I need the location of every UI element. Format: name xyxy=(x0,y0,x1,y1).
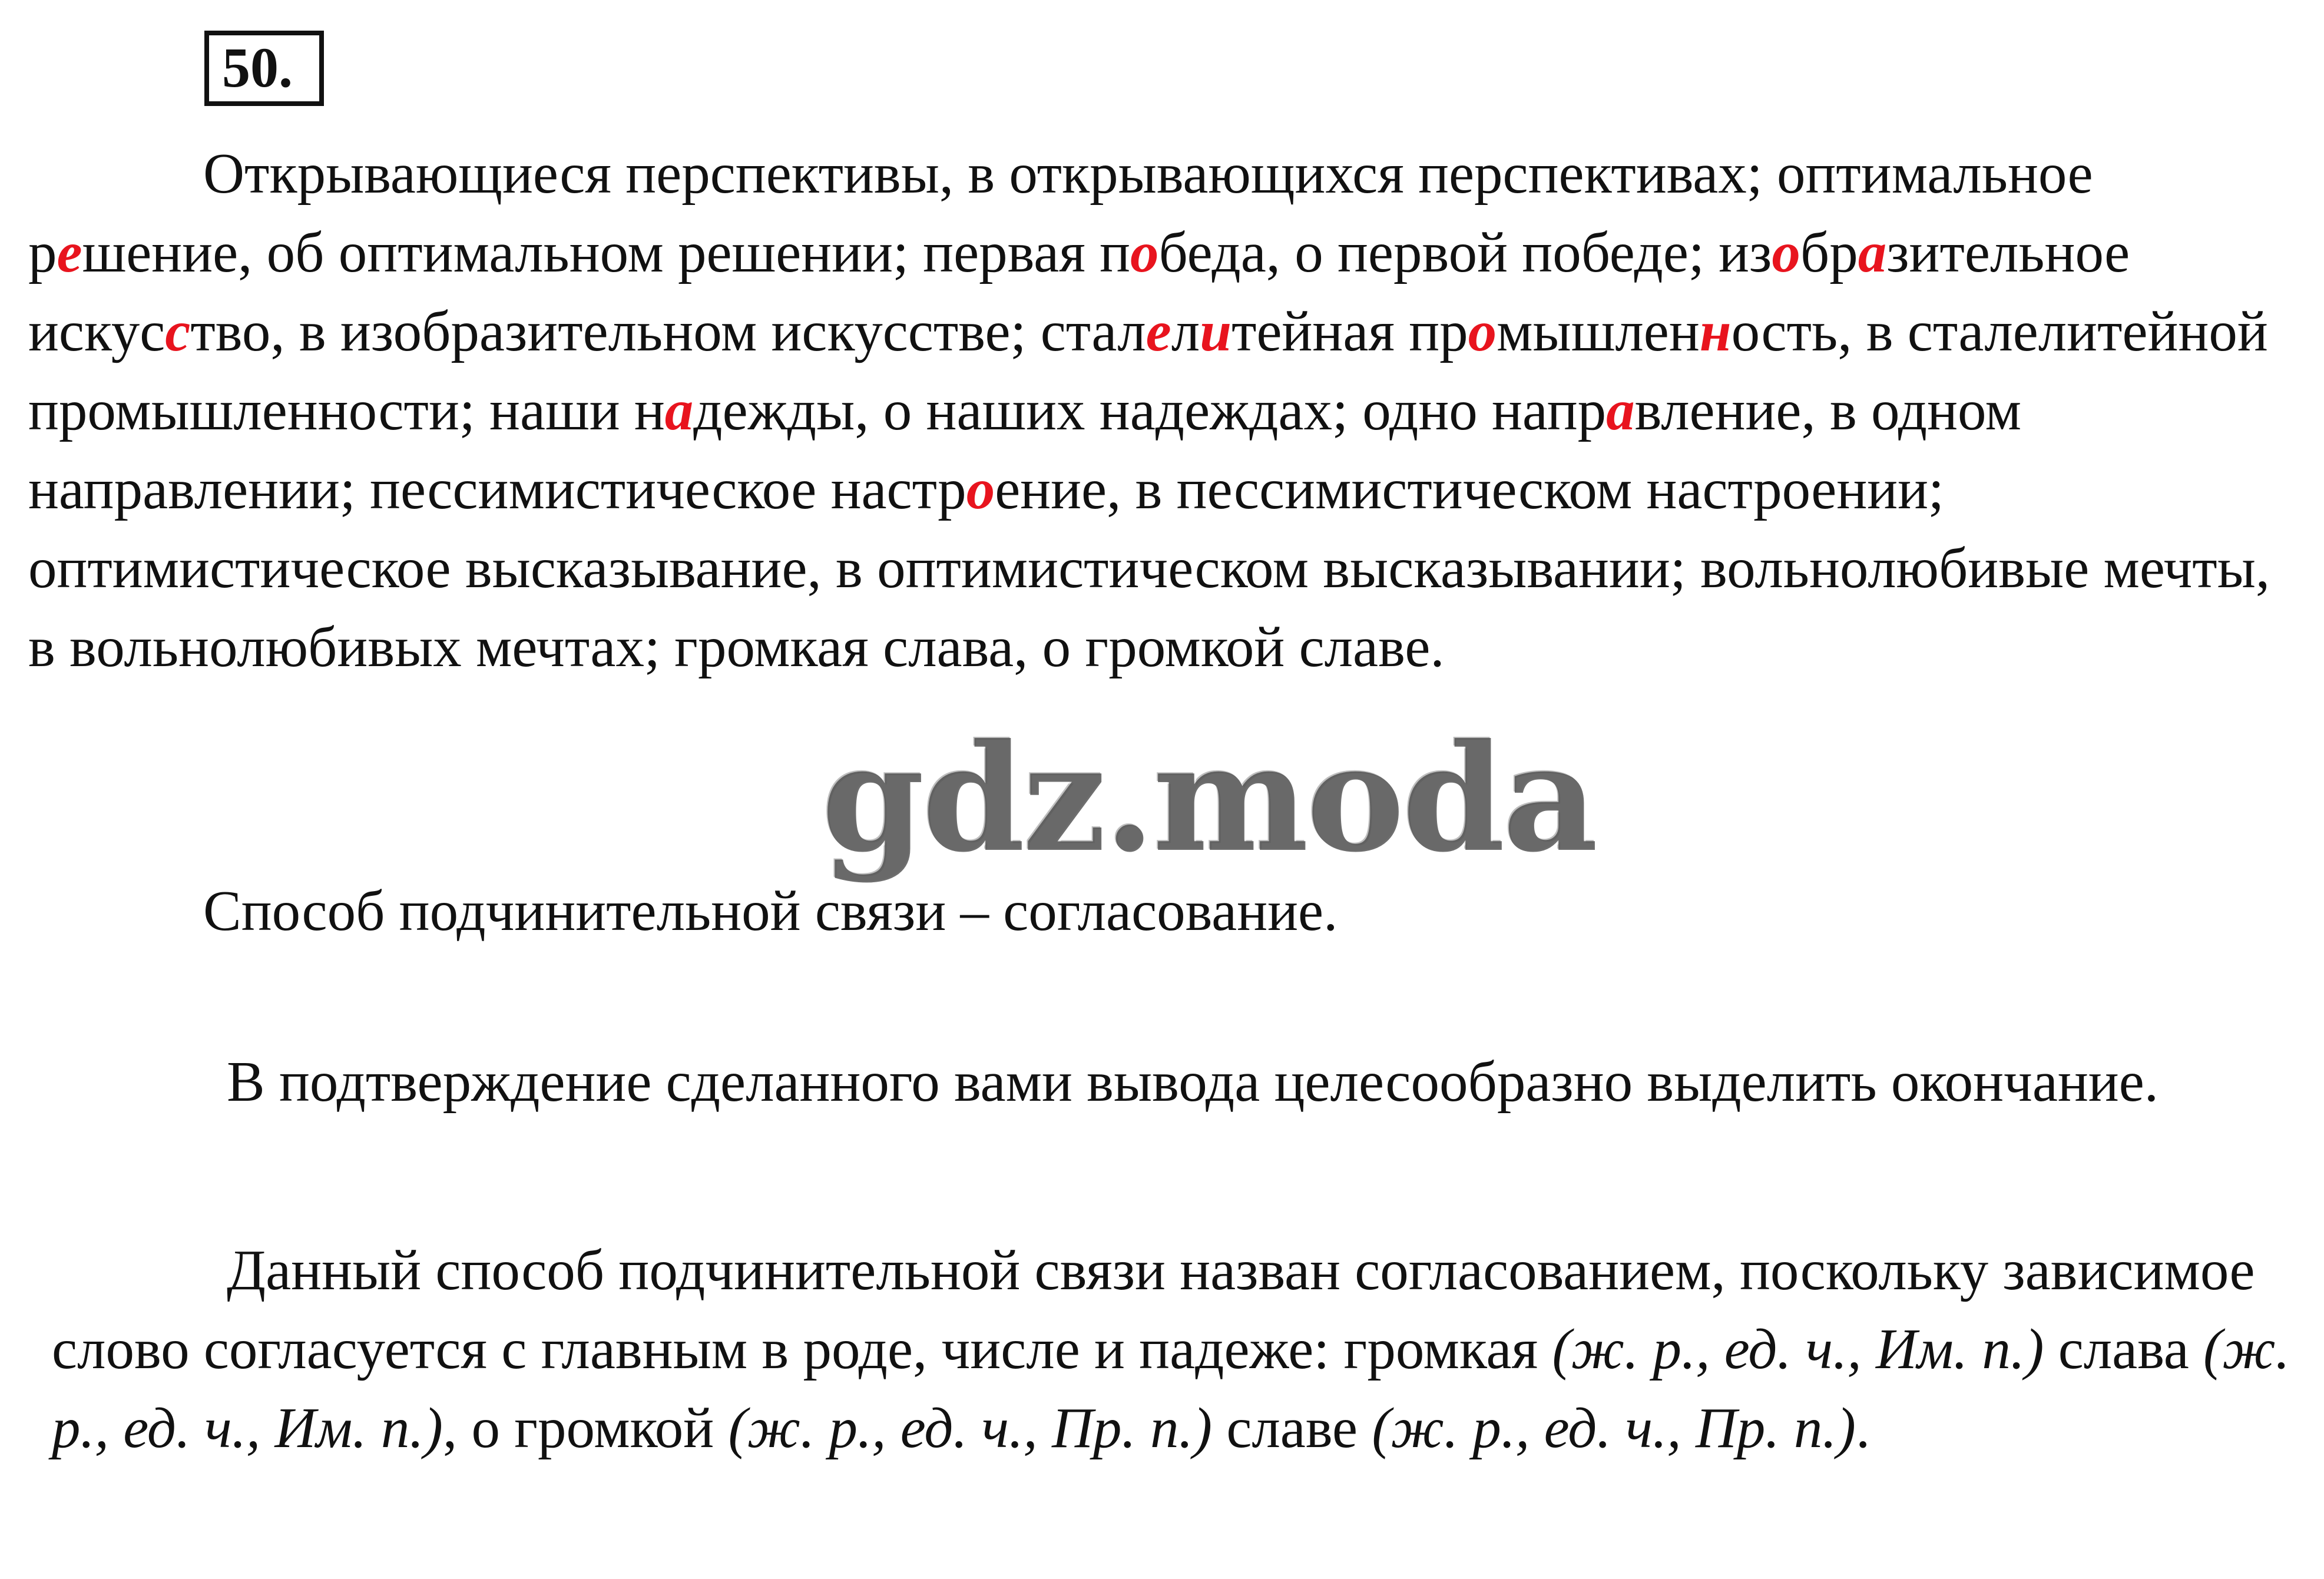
text-run: вление, в одном направлении; пессимистическое настр xyxy=(28,379,2022,521)
grammar-note: (ж. р., ед. ч., Им. п.) xyxy=(52,1318,2290,1459)
exercise-number: 50 xyxy=(222,36,279,99)
exercise-number-box xyxy=(204,31,324,106)
paragraph-phrases xyxy=(28,134,2302,687)
text-run: зительное искус xyxy=(28,221,2130,363)
paragraph-conclusion: В подтверждение сделанного вами вывода целесообразно выделить окончание. xyxy=(227,1050,2159,1113)
text-run: беда, о первой победе; из xyxy=(1158,221,1772,284)
text-run: Открывающиеся перспективы, в открывающихся перспективах; оптимальное р xyxy=(28,142,2093,284)
exercise-number-dot: . xyxy=(279,36,293,99)
text-run: шение, об оптимальном решении; первая п xyxy=(82,221,1131,284)
highlighted-letter: о xyxy=(966,458,995,521)
grammar-note: (ж. р., ед. ч., Пр. п.) xyxy=(728,1396,1213,1459)
text-run: слава xyxy=(2044,1318,2204,1381)
highlighted-letter: е xyxy=(1146,300,1171,363)
highlighted-letter: о xyxy=(1772,221,1800,284)
text-run: , о громкой xyxy=(443,1396,729,1459)
text-run: тво, в изобразительном искусстве; стал xyxy=(190,300,1146,363)
grammar-note: (ж. р., ед. ч., Пр. п.) xyxy=(1372,1396,1856,1459)
highlighted-letter: е xyxy=(57,221,82,284)
paragraph-connection-type: Способ подчинительной связи – согласование. xyxy=(203,879,1338,942)
grammar-note: (ж. р., ед. ч., Им. п.) xyxy=(1552,1318,2044,1381)
highlighted-letter: а xyxy=(1606,379,1635,442)
text-run: мышлен xyxy=(1497,300,1700,363)
text-run: Данный способ подчинительной связи назван согласованием, поскольку зависимое слово согласуется с главным в роде, числе и падеже: громкая xyxy=(52,1239,2255,1381)
highlighted-letter: и xyxy=(1200,300,1232,363)
watermark: gdz.moda xyxy=(822,711,1596,885)
text-run: . xyxy=(1855,1396,1871,1459)
text-run: ость, в сталелитейной промышленности; наши н xyxy=(28,300,2268,442)
text-run: славе xyxy=(1212,1396,1372,1459)
text-run: ение, в пессимистическом настроении; оптимистическое высказывание, в оптимистическом высказывании; вольнолюбивые мечты, в вольнолюбивых мечтах; громкая слава, о громкой славе. xyxy=(28,458,2270,678)
highlighted-letter: с xyxy=(165,300,191,363)
text-run: бр xyxy=(1800,221,1858,284)
highlighted-letter: а xyxy=(1858,221,1887,284)
highlighted-letter: а xyxy=(664,379,694,442)
highlighted-letter: о xyxy=(1468,300,1497,363)
highlighted-letter: н xyxy=(1699,300,1732,363)
text-run: л xyxy=(1171,300,1200,363)
text-run: тейная пр xyxy=(1231,300,1468,363)
text-run: дежды, о наших надеждах; одно напр xyxy=(693,379,1607,442)
highlighted-letter: о xyxy=(1130,221,1159,284)
paragraph-explanation xyxy=(52,1231,2313,1468)
